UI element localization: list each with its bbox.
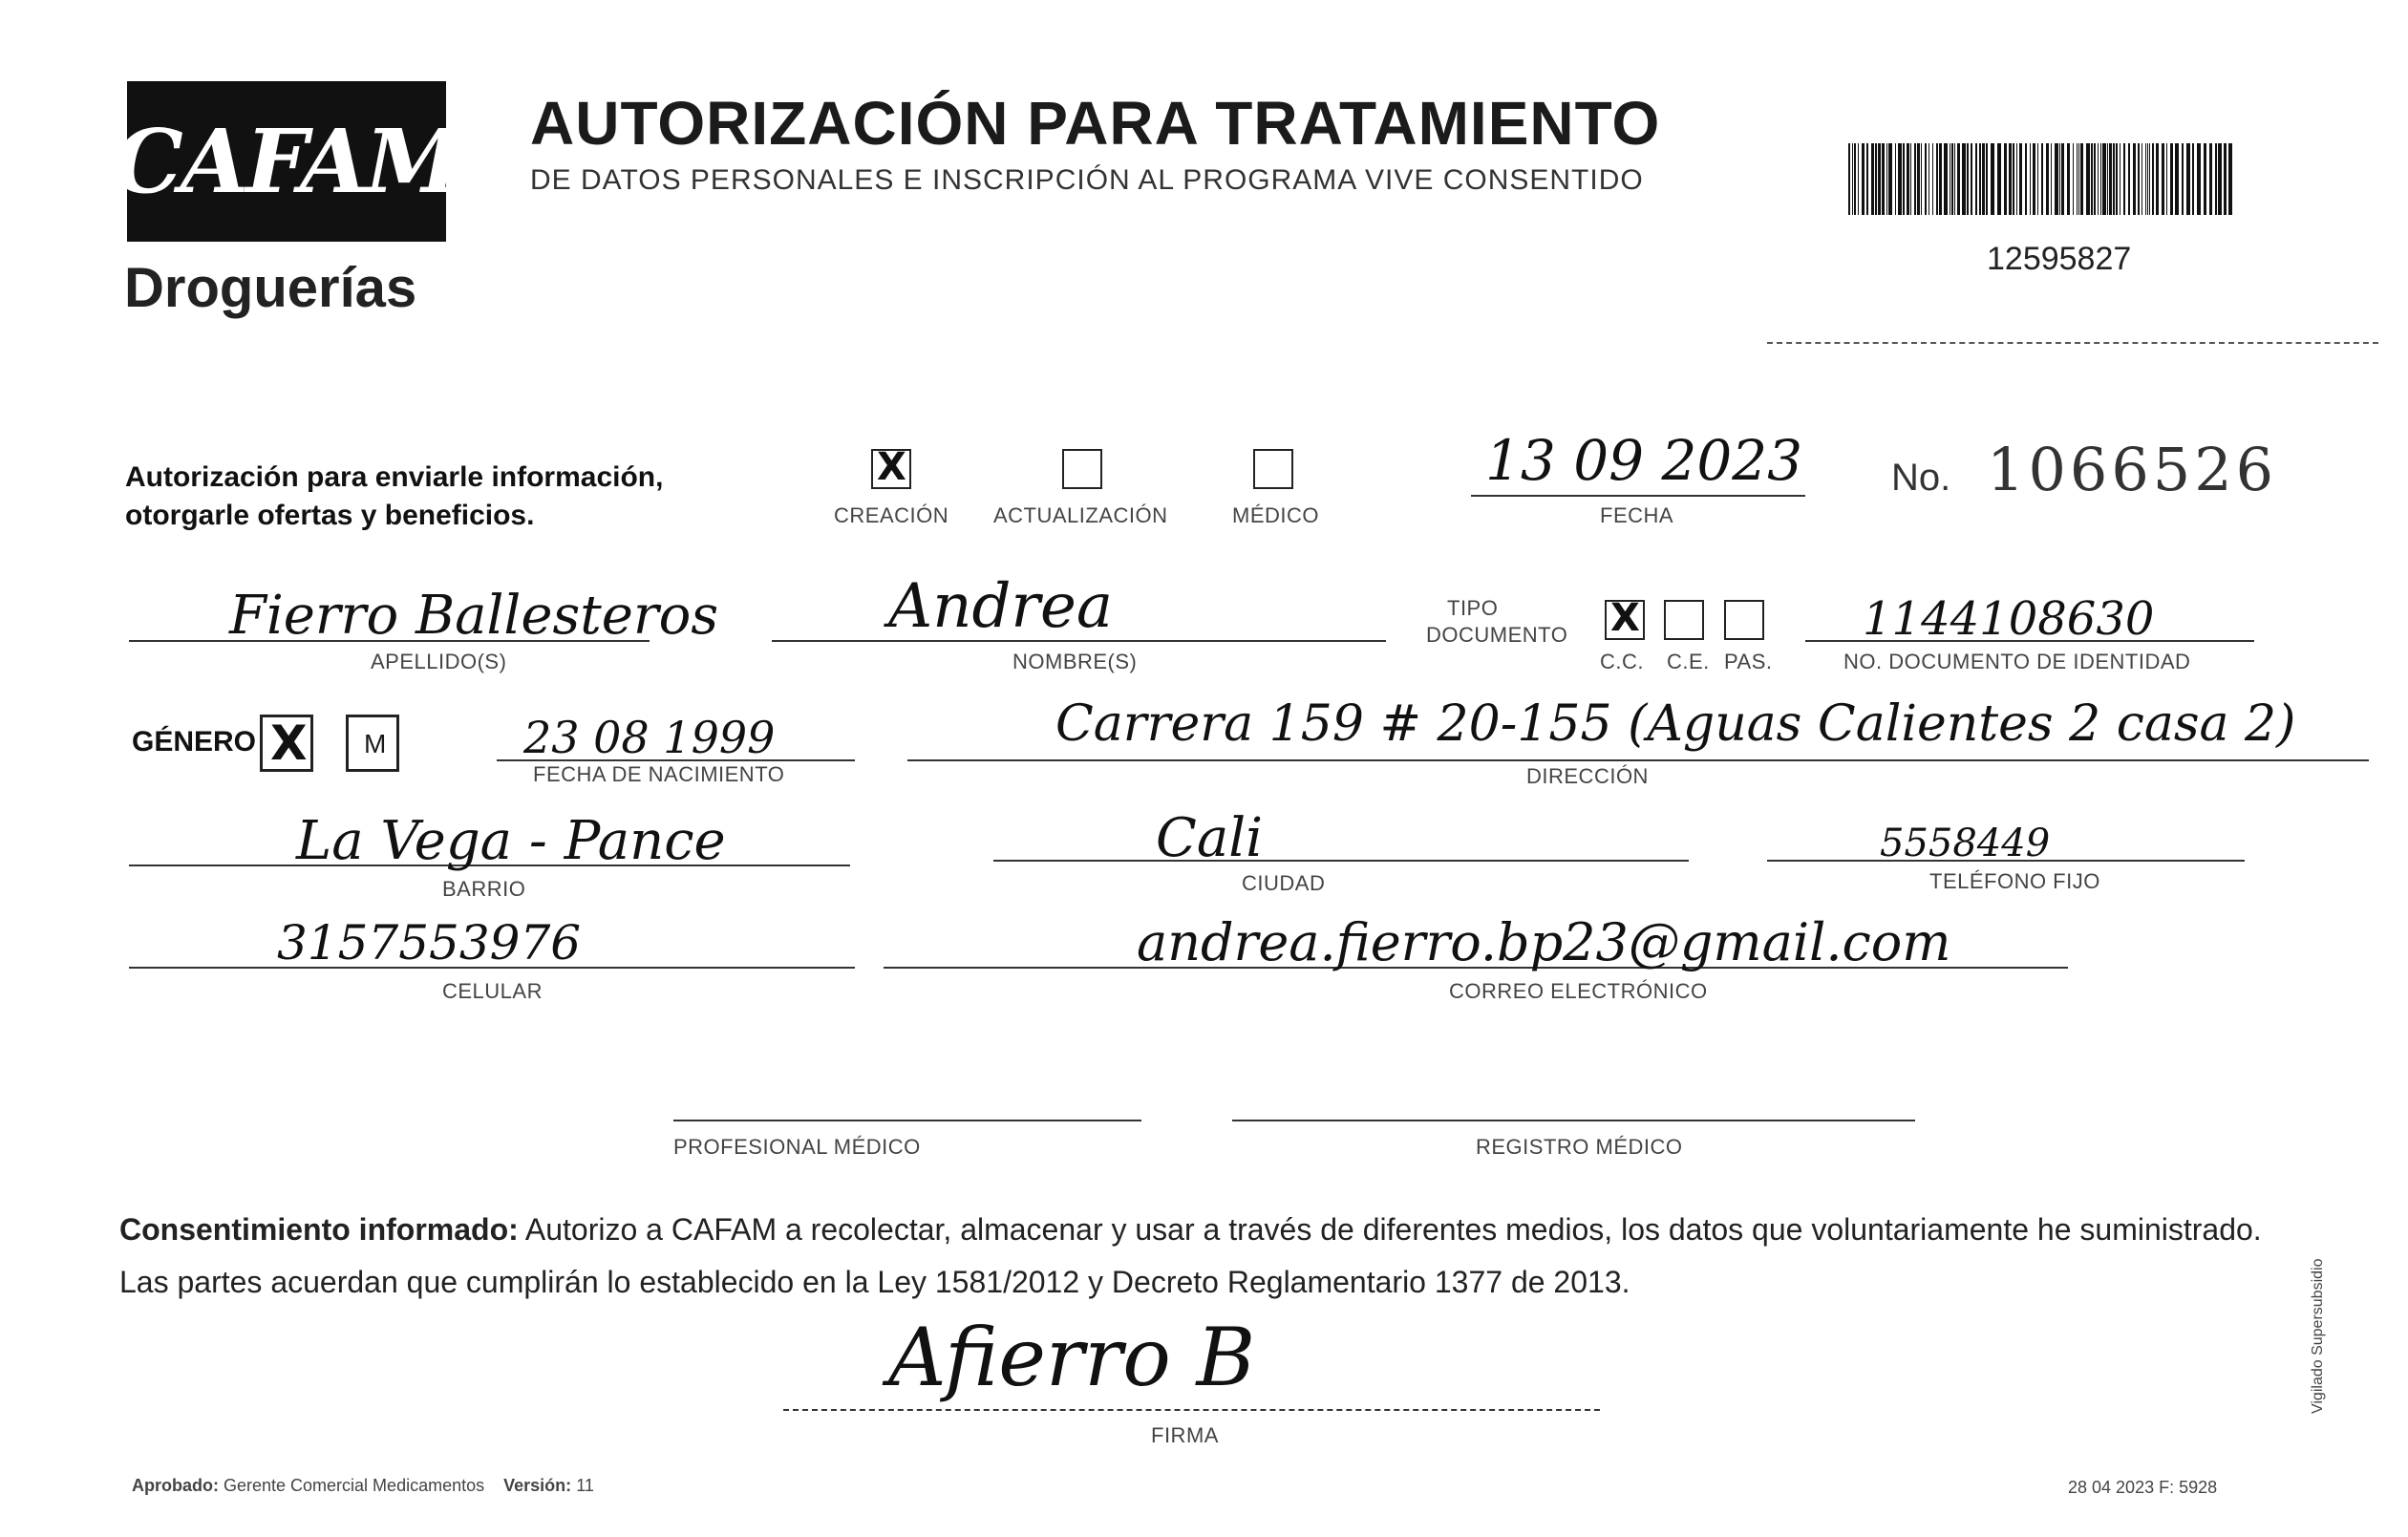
check-mark-icon: X <box>877 445 906 489</box>
doctype-label-ce: C.E. <box>1667 650 1710 673</box>
nombre-value[interactable]: Andrea <box>888 571 1114 642</box>
tipo-label-1: TIPO <box>1447 596 1499 620</box>
direccion-line <box>907 759 2369 761</box>
barrio-label: BARRIO <box>442 877 526 901</box>
direccion-label: DIRECCIÓN <box>1526 764 1649 788</box>
option-label-actualizacion: ACTUALIZACIÓN <box>993 503 1168 527</box>
logo-text: CAFAM <box>113 110 460 213</box>
ciudad-value[interactable]: Cali <box>1156 807 1264 869</box>
signature[interactable]: Afierro B <box>888 1311 1256 1404</box>
fecha-value[interactable]: 13 09 2023 <box>1485 428 1803 493</box>
consent-line-1 <box>119 1204 2278 1256</box>
celular-label: CELULAR <box>442 979 543 1003</box>
barrio-value[interactable]: La Vega - Pance <box>296 810 726 872</box>
checkbox-cc[interactable] <box>1605 596 1645 640</box>
aprobado-label: Aprobado: <box>132 1476 219 1495</box>
profesional-label: PROFESIONAL MÉDICO <box>673 1135 921 1159</box>
version-value: 11 <box>576 1476 594 1495</box>
profesional-line <box>673 1120 1141 1121</box>
consent-body-1: Autorizo a CAFAM a recolectar, almacenar y usar a través de diferentes medios, los datos que voluntariamente he suministrado. <box>518 1212 2262 1247</box>
direccion-value[interactable]: Carrera 159 # 20-155 (Aguas Calientes 2 casa 2) <box>1055 695 2296 753</box>
check-mark-icon: X <box>270 715 308 771</box>
checkbox-genero-m[interactable] <box>346 715 399 772</box>
footer-approval <box>132 1476 594 1496</box>
registro-line <box>1232 1120 1915 1121</box>
barcode <box>1848 143 2240 215</box>
doctype-label-pas: PAS. <box>1724 650 1773 673</box>
nacimiento-value[interactable]: 23 08 1999 <box>523 712 776 763</box>
barcode-number: 12595827 <box>1987 241 2132 277</box>
form-title: AUTORIZACIÓN PARA TRATAMIENTO <box>530 89 1661 158</box>
checkbox-genero-f[interactable] <box>260 715 313 772</box>
genero-label: GÉNERO <box>132 726 257 758</box>
consent-text <box>119 1204 2278 1309</box>
aprobado-value: Gerente Comercial Medicamentos <box>224 1476 485 1495</box>
checkbox-medico[interactable] <box>1253 449 1293 489</box>
fecha-label: FECHA <box>1600 503 1674 527</box>
checkbox-pas[interactable] <box>1724 600 1764 640</box>
celular-value[interactable]: 3157553976 <box>277 915 582 971</box>
authorization-label-line2: otorgarle ofertas y beneficios. <box>125 500 535 531</box>
form-subtitle: DE DATOS PERSONALES E INSCRIPCIÓN AL PROGRAMA VIVE CONSENTIDO <box>530 164 1644 196</box>
telefono-label: TELÉFONO FIJO <box>1929 869 2100 893</box>
genero-m-label: M <box>364 729 387 758</box>
registro-label: REGISTRO MÉDICO <box>1476 1135 1683 1159</box>
apellidos-value[interactable]: Fierro Ballesteros <box>229 585 719 647</box>
check-mark-icon: X <box>1610 596 1640 640</box>
ciudad-line <box>993 860 1689 862</box>
nacimiento-label: FECHA DE NACIMIENTO <box>533 762 785 786</box>
cafam-logo <box>113 81 460 242</box>
firma-label: FIRMA <box>1151 1423 1219 1447</box>
ciudad-label: CIUDAD <box>1242 871 1326 895</box>
nombre-label: NOMBRE(S) <box>1012 650 1138 673</box>
authorization-label-line1: Autorización para enviarle información, <box>125 461 664 493</box>
option-label-medico: MÉDICO <box>1232 503 1319 527</box>
brand-subtitle: Droguerías <box>124 257 417 319</box>
doctype-label-cc: C.C. <box>1600 650 1644 673</box>
version-label: Versión: <box>503 1476 572 1495</box>
divider <box>1767 342 2378 344</box>
correo-value[interactable]: andrea.fierro.bp23@gmail.com <box>1137 912 1951 972</box>
form-number: 1066526 <box>1987 435 2278 504</box>
doc-number-label: NO. DOCUMENTO DE IDENTIDAD <box>1843 650 2191 673</box>
authorization-label <box>125 459 663 535</box>
doc-number-value[interactable]: 1144108630 <box>1863 592 2155 646</box>
firma-line <box>783 1409 1600 1411</box>
checkbox-ce[interactable] <box>1664 600 1704 640</box>
side-vigilado-text: Vigilado Supersubsidio <box>2310 1258 2326 1414</box>
consent-line-2: Las partes acuerdan que cumplirán lo establecido en la Ley 1581/2012 y Decreto Reglamentario 1377 de 2013. <box>119 1265 1630 1299</box>
fecha-line <box>1471 495 1805 497</box>
consent-bold: Consentimiento informado: <box>119 1212 519 1247</box>
number-label: No. <box>1891 457 1951 499</box>
option-label-creacion: CREACIÓN <box>834 503 949 527</box>
correo-label: CORREO ELECTRÓNICO <box>1449 979 1708 1003</box>
tipo-label-2: DOCUMENTO <box>1426 623 1568 647</box>
checkbox-creacion[interactable] <box>871 445 911 489</box>
apellidos-label: APELLIDO(S) <box>371 650 507 673</box>
checkbox-actualizacion[interactable] <box>1062 449 1102 489</box>
telefono-value[interactable]: 5558449 <box>1880 822 2051 865</box>
footer-code: 28 04 2023 F: 5928 <box>2068 1478 2218 1497</box>
